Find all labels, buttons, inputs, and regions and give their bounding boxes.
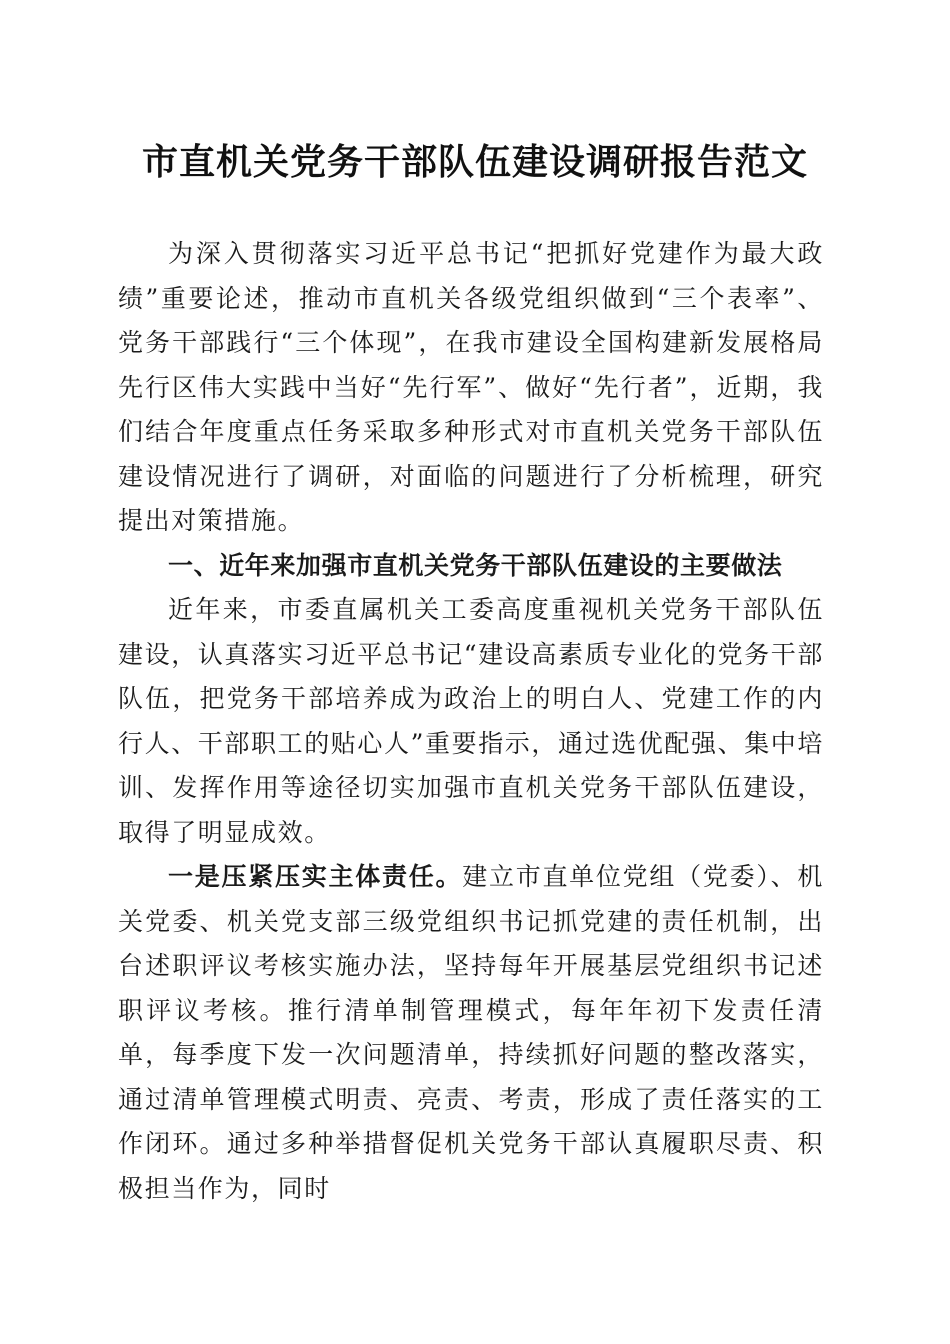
document-body <box>118 232 824 1211</box>
paragraph-text: 为深入贯彻落实习近平总书记“把抓好党建作为最大政绩”重要论述，推动市直机关各级党组织做到“三个表率”、党务干部践行“三个体现”，在我市建设全国构建新发展格局先行区伟大实践中当好“先行军”、做好“先行者”，近期，我们结合年度重点任务采取多种形式对市直机关党务干部队伍建设情况进行了调研，对面临的问题进行了分析梳理，研究提出对策措施。 <box>118 239 824 535</box>
document-title: 市直机关党务干部队伍建设调研报告范文 <box>141 141 808 183</box>
paragraph-lead: 一是压紧压实主体责任。 <box>168 862 463 891</box>
paragraph-text: 近年来，市委直属机关工委高度重视机关党务干部队伍建设，认真落实习近平总书记“建设高素质专业化的党务干部队伍，把党务干部培养成为政治上的明白人、党建工作的内行人、干部职工的贴心人”重要指示，通过选优配强、集中培训、发挥作用等途径切实加强市直机关党务干部队伍建设，取得了明显成效。 <box>118 595 824 847</box>
point-paragraph <box>118 855 824 1211</box>
section-heading: 一、近年来加强市直机关党务干部队伍建设的主要做法 <box>168 550 783 580</box>
intro-paragraph <box>118 232 824 544</box>
paragraph-text: 建立市直单位党组（党委）、机关党委、机关党支部三级党组织书记抓党建的责任机制，出台述职评议考核实施办法，坚持每年开展基层党组织书记述职评议考核。推行清单制管理模式，每年年初下发责任清单，每季度下发一次问题清单，持续抓好问题的整改落实，通过清单管理模式明责、亮责、考责，形成了责任落实的工作闭环。通过多种举措督促机关党务干部认真履职尽责、积极担当作为，同时 <box>118 862 824 1203</box>
section-intro-paragraph <box>118 588 824 855</box>
